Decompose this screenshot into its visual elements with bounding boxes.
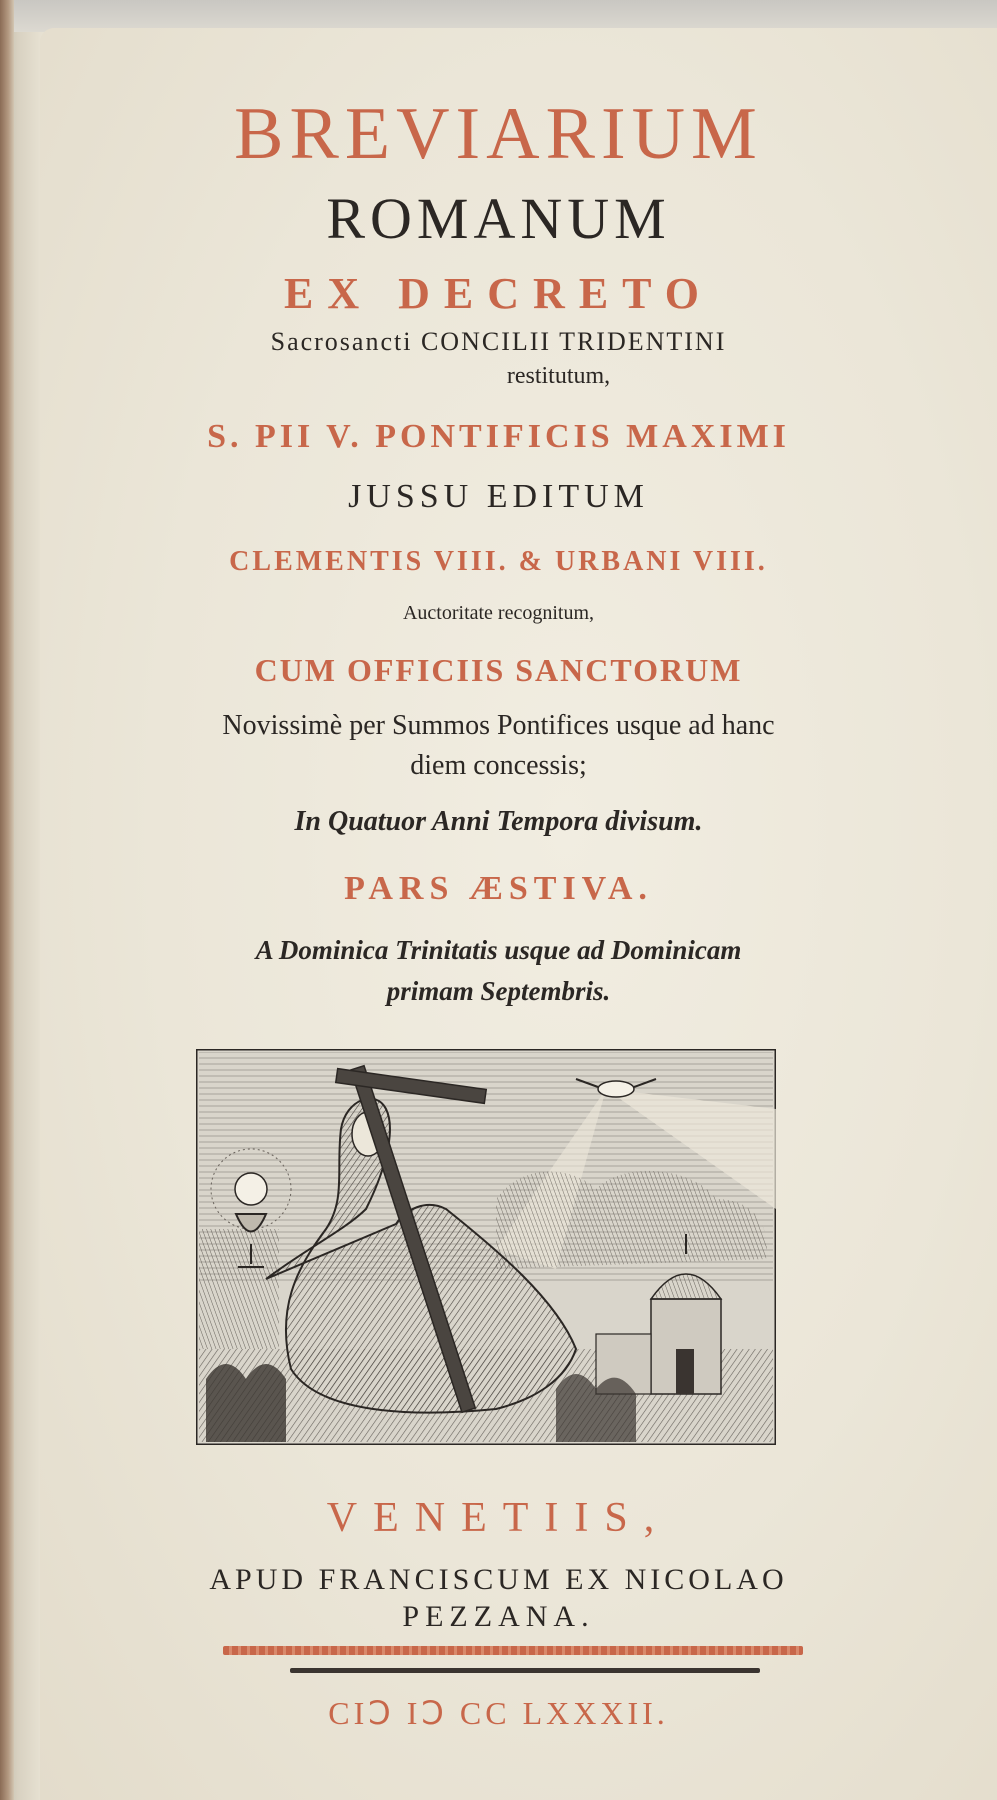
subtitle-restitutum: restitutum, — [506, 363, 611, 389]
novissime-line: Novissimè per Summos Pontifices usque ad hanc — [222, 710, 775, 741]
pius-v-line: S. PII V. PONTIFICIS MAXIMI — [207, 418, 790, 455]
pars-aestiva: PARS ÆSTIVA. — [344, 870, 653, 907]
imprint-printer-line1: APUD FRANCISCUM EX NICOLAO — [209, 1563, 788, 1596]
title-breviarium: BREVIARIUM — [234, 93, 763, 175]
quatuor-tempora-line: In Quatuor Anni Tempora divisum. — [294, 806, 703, 837]
subtitle-concilii: Sacrosancti CONCILII TRIDENTINI — [270, 327, 727, 356]
septembris-line: primam Septembris. — [386, 976, 611, 1006]
title-ex-decreto: EX DECRETO — [284, 269, 713, 318]
auctoritate-line: Auctoritate recognitum, — [402, 602, 595, 624]
clementis-text: CLEMENTIS VIII. — [229, 546, 509, 577]
diem-concessis-line: diem concessis; — [410, 750, 587, 781]
engraving-woman-cross-chalice-icon — [196, 1049, 776, 1445]
urbani-text: & URBANI VIII. — [518, 546, 768, 577]
dominica-trinitatis-line: A Dominica Trinitatis usque ad Dominicam — [255, 935, 742, 965]
imprint-year: CIↃ IↃ CC LXXXII. — [328, 1695, 669, 1731]
imprint-place: VENETIIS, — [326, 1495, 671, 1541]
title-romanum: ROMANUM — [326, 186, 671, 251]
imprint-printer-line2: PEZZANA. — [402, 1600, 595, 1633]
cum-officiis-line: CUM OFFICIIS SANCTORUM — [254, 652, 743, 688]
decorative-rule-black — [290, 1668, 760, 1673]
jussu-editum: JUSSU EDITUM — [348, 478, 649, 515]
clementis-urbani-line — [0, 546, 997, 578]
decorative-rule-red — [223, 1646, 803, 1655]
